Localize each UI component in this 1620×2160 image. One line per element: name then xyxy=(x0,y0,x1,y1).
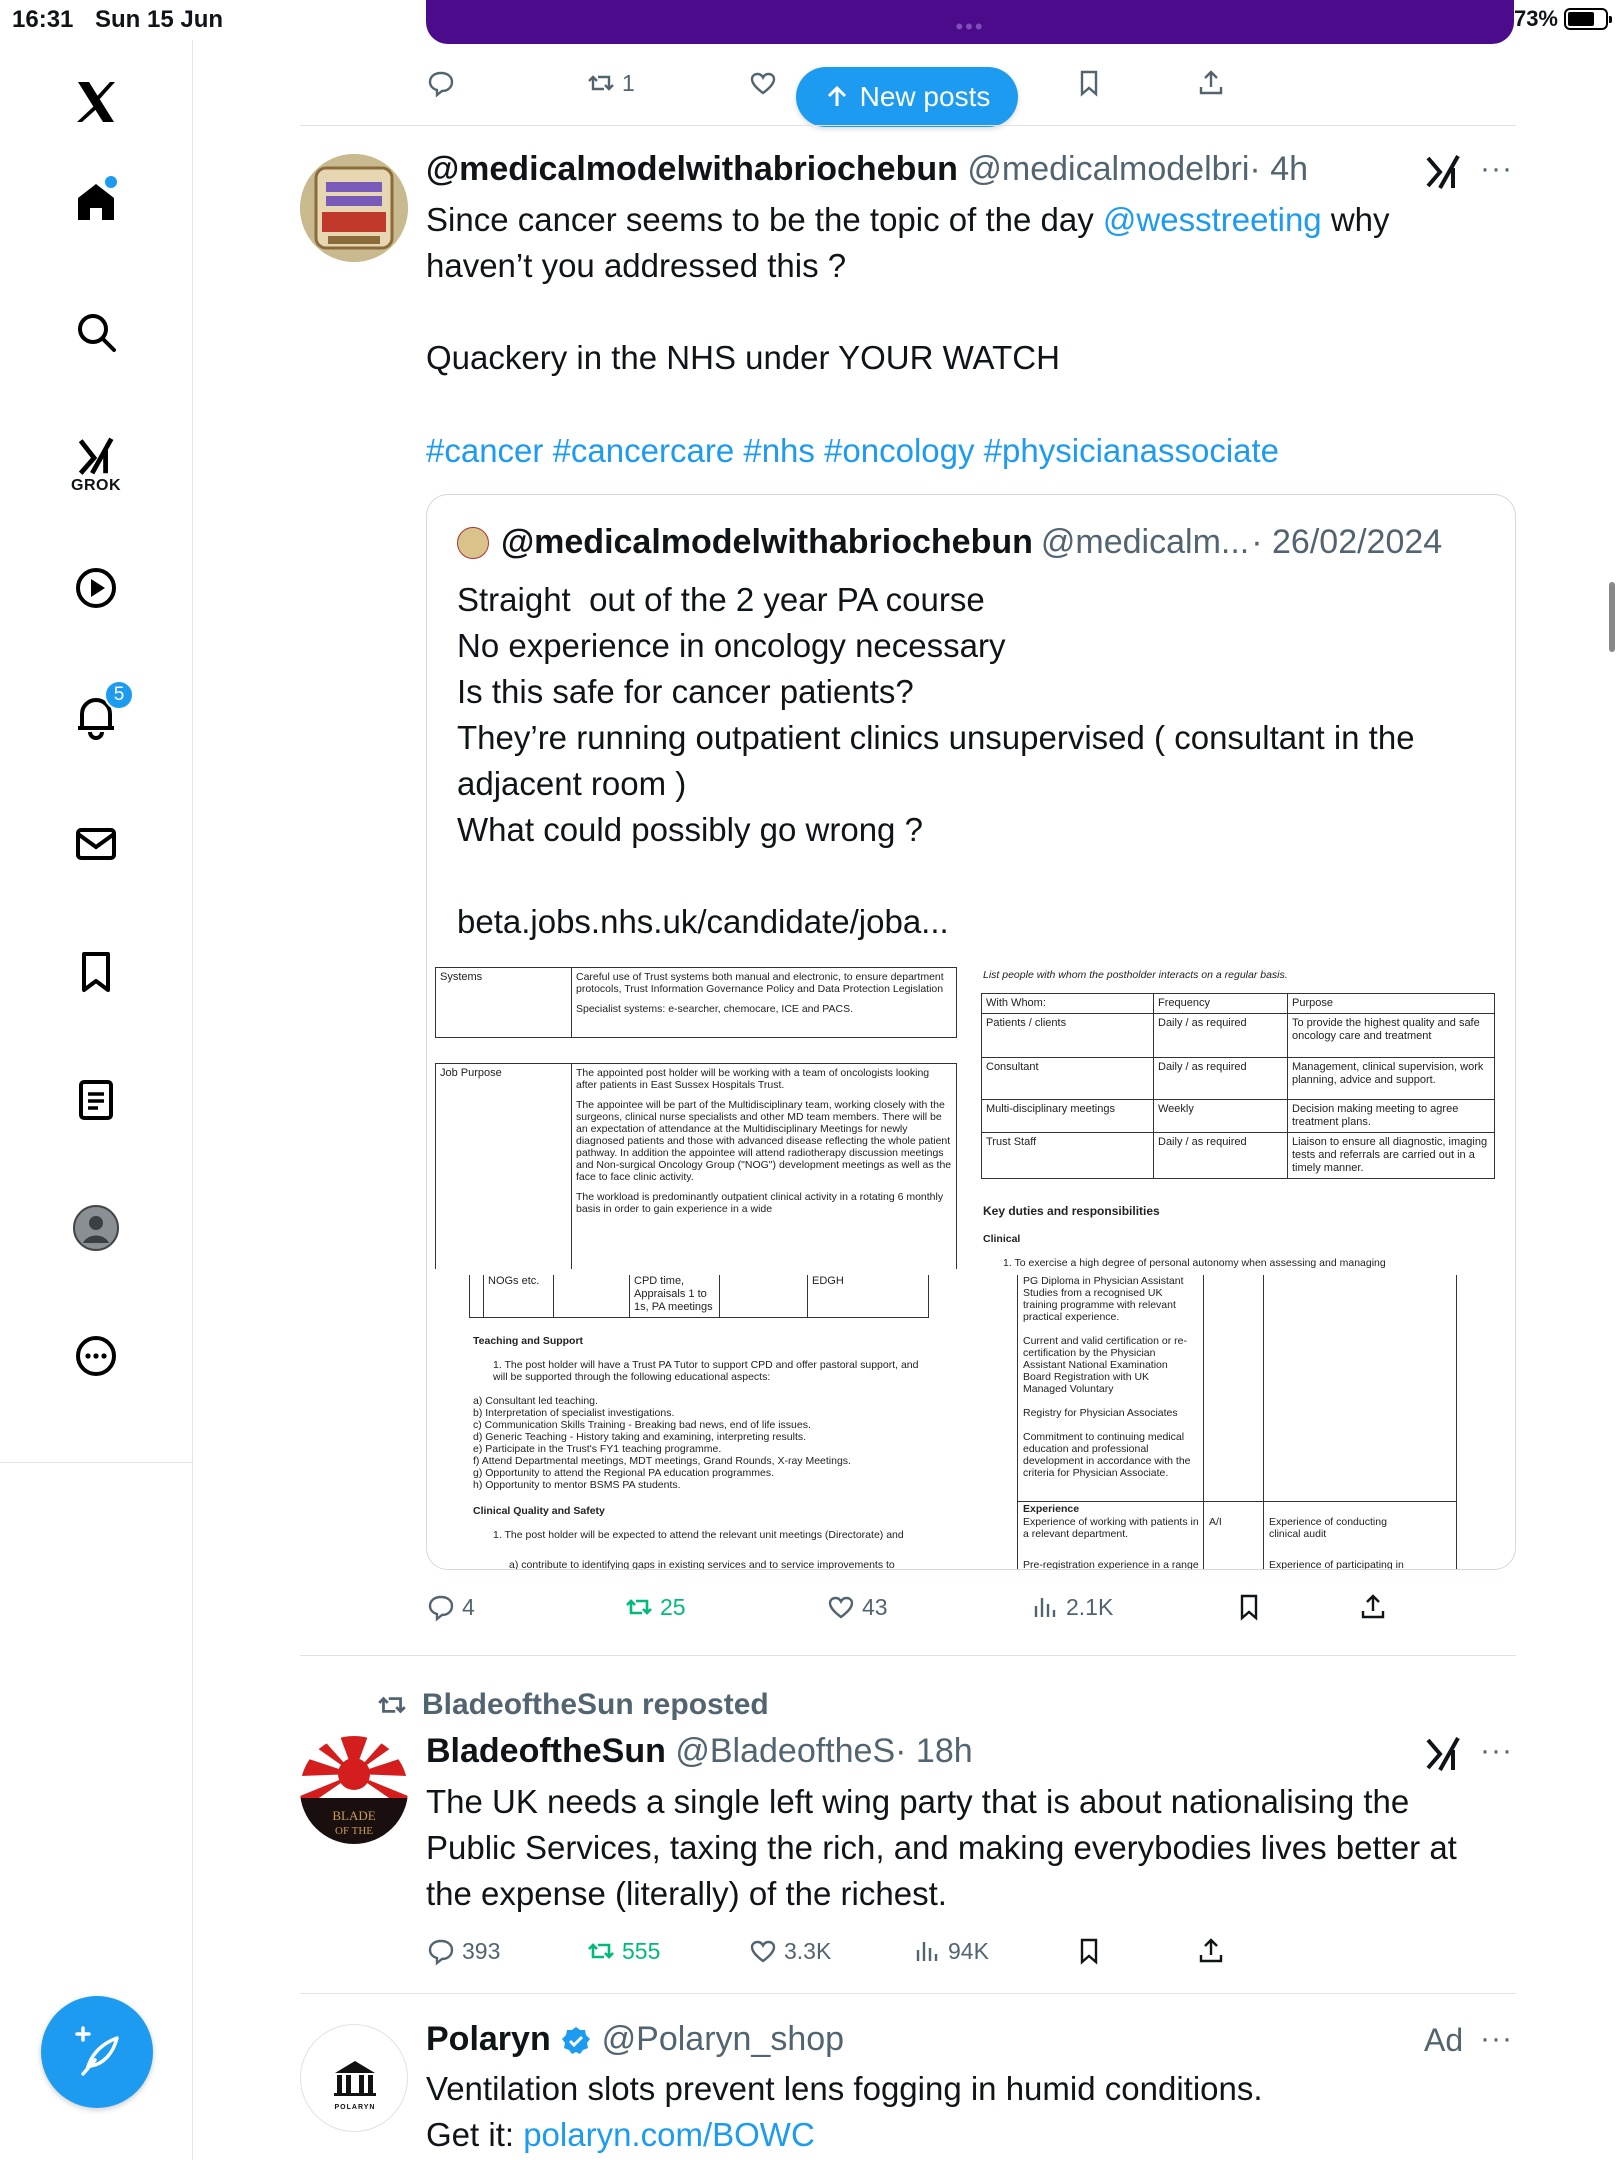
doc3-cell: EDGH xyxy=(808,1275,929,1318)
top-banner[interactable] xyxy=(426,0,1514,44)
divider xyxy=(300,125,1516,126)
doc2-cell: Weekly xyxy=(1154,1100,1288,1133)
divider xyxy=(300,1655,1516,1656)
tweet2-text: The UK needs a single left wing party that is about nationalising the Public Services, taxing the rich, and making everybodies lives better at the expense (literally) of the richest. xyxy=(426,1783,1457,1912)
tweet1-view-count: 2.1K xyxy=(1066,1593,1114,1620)
doc1-purpose-label: Job Purpose xyxy=(436,1064,572,1270)
doc4-experience-text: Experience of working with patients in a relevant department. xyxy=(1023,1516,1199,1540)
arrow-up-icon xyxy=(824,84,850,110)
tweet1-more-icon[interactable]: ··· xyxy=(1480,152,1513,185)
quote-name[interactable]: @medicalmodelwithabriochebun xyxy=(501,523,1033,561)
doc2-cell: Patients / clients xyxy=(982,1014,1154,1058)
status-time: 16:31 xyxy=(12,6,74,33)
quote-image-1[interactable] xyxy=(427,967,969,1269)
video-icon[interactable] xyxy=(56,548,136,628)
doc4-line: Commitment to continuing medical education and professional development in accordance with the criteria for Physician Associate. xyxy=(1023,1431,1191,1479)
divider xyxy=(300,1993,1516,1994)
doc3-quality-sub: a) contribute to identifying gaps in existing services and to service improvements to xyxy=(509,1559,895,1570)
tweet1-name[interactable]: @medicalmodelwithabriochebun xyxy=(426,150,958,188)
tweet2-avatar-text: OF THE xyxy=(335,1825,373,1837)
quote-avatar[interactable] xyxy=(457,527,489,559)
tweet3-link[interactable]: polaryn.com/BOWC xyxy=(523,2116,815,2153)
bookmark-button[interactable] xyxy=(1074,58,1104,108)
views-chart-icon xyxy=(912,1936,942,1966)
doc2-header-2: Purpose xyxy=(1288,994,1495,1014)
doc1-systems-text: Careful use of Trust systems both manual and electronic, to ensure department protocols, Trust Information Governance Policy and Data Protection Legislation xyxy=(576,971,944,995)
doc4-line: Registry for Physician Associates xyxy=(1023,1407,1178,1419)
verified-badge-icon xyxy=(560,2025,592,2057)
doc2-cell: Liaison to ensure all diagnostic, imaging tests and referrals are carried out in a timely manner. xyxy=(1288,1133,1495,1179)
tweet3-name[interactable]: Polaryn xyxy=(426,2020,551,2058)
doc2-cell: Daily / as required xyxy=(1154,1133,1288,1179)
grok-explain-icon[interactable] xyxy=(1424,1734,1464,1774)
home-icon[interactable] xyxy=(56,162,136,242)
doc2-cell: Decision making meeting to agree treatment plans. xyxy=(1288,1100,1495,1133)
share-icon xyxy=(1358,1592,1388,1622)
tweet1-handle[interactable]: @medicalmodelbri xyxy=(967,150,1250,188)
quote-image-4[interactable] xyxy=(975,1275,1516,1570)
doc2-header-1: Frequency xyxy=(1154,994,1288,1014)
doc3-list-item: h) Opportunity to mentor BSMS PA students. xyxy=(473,1479,681,1491)
heart-icon xyxy=(748,68,778,98)
quote-image-2[interactable] xyxy=(975,967,1516,1269)
tweet2-reply-button[interactable] xyxy=(426,1926,500,1976)
reply-icon xyxy=(426,68,456,98)
reply-button[interactable] xyxy=(426,58,456,108)
tweet1-like-count: 43 xyxy=(862,1593,888,1620)
quote-handle[interactable]: @medicalm... xyxy=(1040,523,1250,561)
doc3-list-item: f) Attend Departmental meetings, MDT meetings, Grand Rounds, X-ray Meetings. xyxy=(473,1455,851,1467)
drag-handle[interactable]: ••• xyxy=(955,14,985,39)
new-posts-button[interactable] xyxy=(796,67,1018,127)
status-date: Sun 15 Jun xyxy=(95,6,224,33)
doc2-cell: To provide the highest quality and safe oncology care and treatment xyxy=(1288,1014,1495,1058)
doc3-list-item: e) Participate in the Trust's FY1 teaching programme. xyxy=(473,1443,722,1455)
tweet1-actions xyxy=(426,1582,1516,1632)
tweet3-handle[interactable]: @Polaryn_shop xyxy=(601,2020,845,2058)
grok-icon[interactable] xyxy=(56,424,136,504)
bookmark-icon xyxy=(1234,1592,1264,1622)
share-icon xyxy=(1196,1936,1226,1966)
tweet1-reply-button[interactable] xyxy=(426,1582,475,1632)
doc3-list-item: d) Generic Teaching - History taking and examining, interpreting results. xyxy=(473,1431,807,1443)
doc3-table xyxy=(469,1275,929,1318)
tweet1-text-suffix: why haven’t you addressed this ? Quackery in the NHS under YOUR WATCH xyxy=(426,201,1390,376)
messages-icon[interactable] xyxy=(56,804,136,884)
notifications-badge: 5 xyxy=(104,680,134,710)
doc2-cell: Daily / as required xyxy=(1154,1058,1288,1100)
tweet1-hashtags[interactable]: #cancer #cancercare #nhs #oncology #physicianassociate xyxy=(426,432,1280,469)
like-button[interactable] xyxy=(748,58,778,108)
tweet3-logo-text: POLARYN xyxy=(334,2104,376,2111)
bookmark-icon xyxy=(1074,1936,1104,1966)
search-icon[interactable] xyxy=(56,292,136,372)
doc2-header-0: With Whom: xyxy=(982,994,1154,1014)
tweet1-text-prefix: Since cancer seems to be the topic of the day xyxy=(426,201,1103,238)
new-posts-label: New posts xyxy=(859,81,991,112)
compose-button[interactable] xyxy=(41,1996,153,2108)
heart-icon xyxy=(826,1592,856,1622)
doc1-purpose-p3: The workload is predominantly outpatient clinical activity in a rotating 6 monthly basis in order to gain experience in a wide xyxy=(576,1191,944,1215)
tweet2-like-count: 3.3K xyxy=(784,1937,832,1964)
doc2-cell: Management, clinical supervision, work planning, advice and support. xyxy=(1288,1058,1495,1100)
doc3-list-item: a) Consultant led teaching. xyxy=(473,1395,598,1407)
doc4-experience-right: Experience of conducting clinical audit xyxy=(1269,1516,1387,1540)
repost-indicator[interactable] xyxy=(376,1688,769,1722)
tweet1-views-button[interactable] xyxy=(1030,1582,1113,1632)
doc3-cell: CPD time, Appraisals 1 to 1s, PA meetings xyxy=(630,1275,720,1318)
retweet-icon xyxy=(624,1592,654,1622)
retweet-icon xyxy=(586,1936,616,1966)
retweet-icon xyxy=(586,68,616,98)
doc1-purpose-p2: The appointee will be part of the Multidisciplinary team, working closely with the surgeons, clinical nurse specialists and other MD team members. There will be an expectation of attendance at the Multidisciplinary Meetings for newly diagnosed patients and those with advanced disease reflecting the whole patient pathway. In addition the appointee will attend radiotherapy discussion meetings and Non-surgical Oncology Group ("NOG") development meetings as well as the face to face clinic activity. xyxy=(576,1099,952,1183)
doc1-purpose-p1: The appointed post holder will be working with a team of oncologists looking after patients in East Sussex Hospitals Trust. xyxy=(576,1067,930,1091)
tweet1-retweet-button[interactable] xyxy=(624,1582,686,1632)
doc3-quality-item: 1. The post holder will be expected to attend the relevant unit meetings (Directorate) and xyxy=(493,1529,904,1541)
tweet3-text: Ventilation slots prevent lens fogging in humid conditions. xyxy=(426,2070,1263,2107)
doc1-systems-table xyxy=(435,967,957,1038)
grok-label: GROK xyxy=(71,477,121,494)
doc2-cell: Multi-disciplinary meetings xyxy=(982,1100,1154,1133)
heart-icon xyxy=(748,1936,778,1966)
doc4-exp-part: Experience of participating in xyxy=(1269,1559,1404,1570)
doc4-line: PG Diploma in Physician Assistant Studies from a recognised UK training programme with relevant practical experience. xyxy=(1023,1275,1184,1323)
views-chart-icon xyxy=(1030,1592,1060,1622)
share-button[interactable] xyxy=(1196,58,1226,108)
tweet1-share-button[interactable] xyxy=(1358,1582,1388,1632)
doc4-experience-title: Experience xyxy=(1023,1503,1080,1515)
tweet1-avatar[interactable] xyxy=(300,154,408,262)
reply-icon xyxy=(426,1592,456,1622)
doc2-cell: Daily / as required xyxy=(1154,1014,1288,1058)
doc3-teaching-item: 1. The post holder will have a Trust PA Tutor to support CPD and offer pastoral support, and will be supported through the following educational aspects: xyxy=(493,1359,919,1383)
tweet1-reply-count: 4 xyxy=(462,1593,475,1620)
doc4-col-line xyxy=(1203,1275,1204,1570)
tweet2-bookmark-button[interactable] xyxy=(1074,1926,1104,1976)
doc2-subtitle: List people with whom the postholder interacts on a regular basis. xyxy=(983,969,1288,981)
tweet3-header xyxy=(426,2020,844,2059)
doc3-cell: NOGs etc. xyxy=(484,1275,554,1318)
bookmark-icon xyxy=(1074,68,1104,98)
doc1-systems-text2: Specialist systems: e-searcher, chemocare, ICE and PACS. xyxy=(576,1003,853,1015)
battery-percent: 73% xyxy=(1513,6,1558,31)
tweet2-actions xyxy=(426,1926,1516,1976)
tweet2-retweet-count: 555 xyxy=(622,1937,661,1964)
doc2-item1: 1. To exercise a high degree of personal autonomy when assessing and managing xyxy=(1003,1257,1386,1269)
sidebar-divider xyxy=(0,1462,193,1463)
doc3-quality-title: Clinical Quality and Safety xyxy=(473,1505,605,1517)
ad-label: Ad xyxy=(1424,2022,1464,2058)
doc4-pre-reg: Pre-registration experience in a range xyxy=(1023,1559,1199,1570)
quote-date: · 26/02/2024 xyxy=(1251,523,1443,561)
share-icon xyxy=(1196,68,1226,98)
doc3-list xyxy=(473,1395,851,1491)
home-badge-dot xyxy=(105,176,117,188)
tweet2-name[interactable]: BladeoftheSun xyxy=(426,1732,666,1770)
tweet1-like-button[interactable] xyxy=(826,1582,888,1632)
repost-label: BladeoftheSun reposted xyxy=(422,1688,769,1721)
doc3-list-item: g) Opportunity to attend the Regional PA education programmes. xyxy=(473,1467,774,1479)
quote-text: Straight out of the 2 year PA course No experience in oncology necessary Is this safe for cancer patients? They’re running outpatient clinics unsupervised ( consultant in the adjacent room ) What could possibly go wrong ? beta.jobs.nhs.uk/candidate/joba... xyxy=(457,581,1415,940)
bookmarks-icon[interactable] xyxy=(56,932,136,1012)
tweet3-avatar[interactable] xyxy=(300,2024,408,2132)
notifications-icon[interactable] xyxy=(56,676,136,756)
doc4-row-line xyxy=(1017,1501,1457,1502)
quote-image-3[interactable] xyxy=(427,1275,969,1570)
tweet3-link-line xyxy=(426,2112,815,2158)
doc3-list-item: c) Communication Skills Training - Breaking bad news, end of life issues. xyxy=(473,1419,811,1431)
tweet1-bookmark-button[interactable] xyxy=(1234,1582,1264,1632)
doc4-col-line xyxy=(1263,1275,1264,1570)
tweet3-more-icon[interactable]: ··· xyxy=(1480,2022,1513,2055)
doc3-teaching-title: Teaching and Support xyxy=(473,1335,584,1347)
lists-icon[interactable] xyxy=(56,1060,136,1140)
tweet2-time[interactable]: · 18h xyxy=(895,1732,973,1770)
tweet2-like-button[interactable] xyxy=(748,1926,831,1976)
quote-header xyxy=(457,523,1442,562)
tweet2-reply-count: 393 xyxy=(462,1937,501,1964)
battery-icon xyxy=(1564,8,1608,30)
compose-feather-icon xyxy=(69,2024,125,2080)
tweet2-view-count: 94K xyxy=(948,1937,989,1964)
doc1-purpose-table xyxy=(435,1063,957,1269)
retweet-icon xyxy=(376,1689,408,1721)
reply-icon xyxy=(426,1936,456,1966)
sidebar xyxy=(0,40,193,2160)
doc2-cell: Consultant xyxy=(982,1058,1154,1100)
profile-avatar-icon[interactable] xyxy=(56,1188,136,1268)
doc4-line: Current and valid certification or re-certification by the Physician Assistant National Examination Board Registration with UK Managed Voluntary xyxy=(1023,1335,1187,1395)
tweet2-avatar-text: BLADE xyxy=(332,1808,376,1823)
doc1-systems-label: Systems xyxy=(436,968,572,1038)
tweet1-time[interactable]: · 4h xyxy=(1249,150,1309,188)
scrollbar[interactable] xyxy=(1609,582,1615,652)
tweet1-retweet-count: 25 xyxy=(660,1593,686,1620)
grok-explain-icon[interactable] xyxy=(1424,152,1464,192)
tweet2-share-button[interactable] xyxy=(1196,1926,1226,1976)
tweet2-retweet-button[interactable] xyxy=(586,1926,660,1976)
tweet1-mention-link[interactable]: @wesstreeting xyxy=(1102,201,1322,238)
tweet3-get-it: Get it: xyxy=(426,2116,524,2153)
doc3-list-item: b) Interpretation of specialist investigations. xyxy=(473,1407,675,1419)
doc2-key-duties: Key duties and responsibilities xyxy=(983,1204,1160,1218)
more-options-icon[interactable] xyxy=(56,1316,136,1396)
tweet1-text xyxy=(426,197,1516,381)
doc4-text xyxy=(1023,1275,1195,1479)
doc4-experience-code: A/I xyxy=(1209,1516,1222,1528)
retweet-button[interactable] xyxy=(586,58,635,108)
tweet2-avatar[interactable] xyxy=(300,1736,408,1844)
tweet2-header xyxy=(426,1732,973,1771)
x-logo-icon[interactable] xyxy=(56,62,136,142)
retweet-count: 1 xyxy=(622,69,635,96)
doc2-table xyxy=(981,993,1495,1179)
tweet2-handle[interactable]: @BladeoftheS xyxy=(675,1732,896,1770)
tweet2-views-button[interactable] xyxy=(912,1926,989,1976)
tweet2-more-icon[interactable]: ··· xyxy=(1480,1734,1513,1767)
quote-tweet-card[interactable] xyxy=(426,494,1516,1570)
doc2-clinical: Clinical xyxy=(983,1233,1021,1245)
doc2-cell: Trust Staff xyxy=(982,1133,1154,1179)
tweet1-header xyxy=(426,150,1308,189)
